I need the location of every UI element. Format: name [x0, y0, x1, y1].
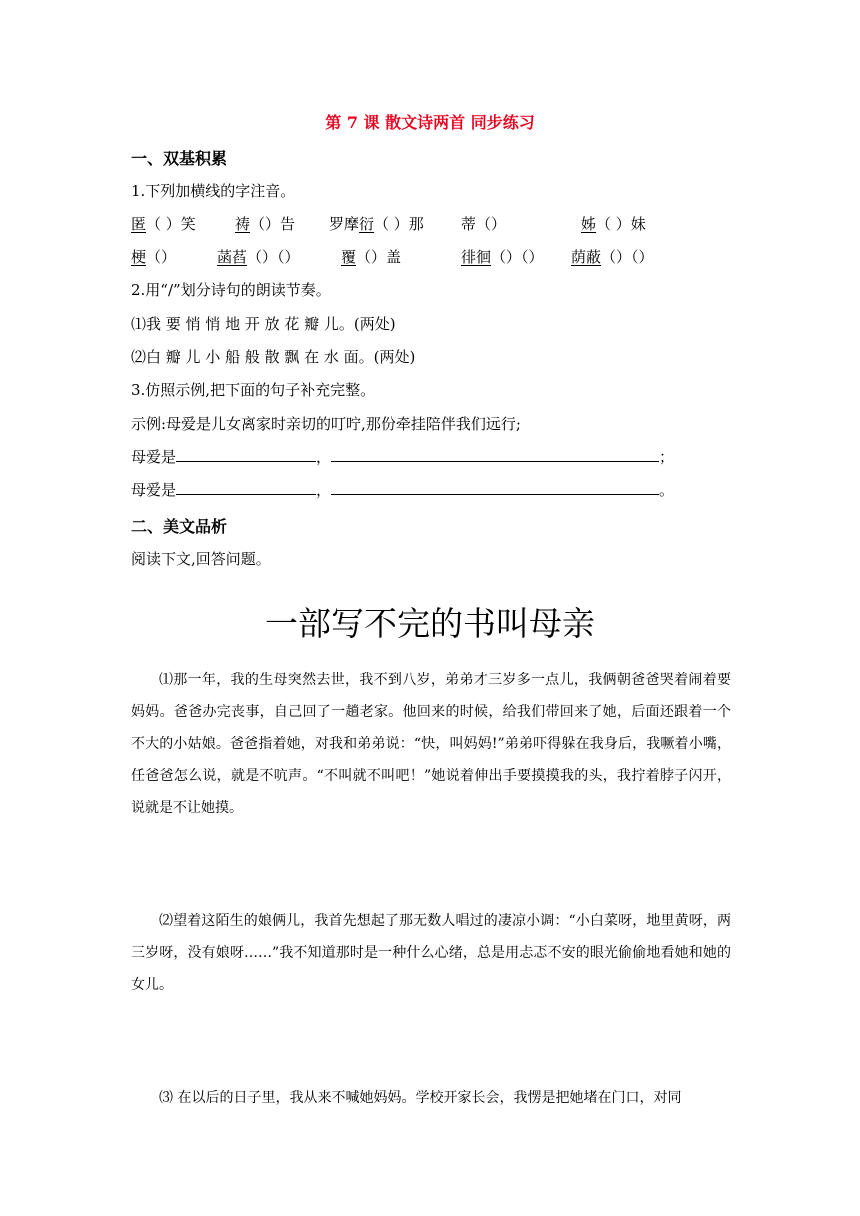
fill-in-line-1: 母爱是 ， ； [131, 448, 675, 466]
rhythm-sentence-2: ⑵白 瓣 儿 小 船 般 散 飘 在 水 面。(两处) [131, 348, 416, 366]
section-heading-reading: 二、美文品析 [131, 517, 228, 536]
pinyin-item: 匿（ ）笑 [131, 215, 196, 233]
reading-instruction: 阅读下文,回答问题。 [131, 550, 271, 568]
answer-blank-2b[interactable] [331, 480, 659, 495]
rhythm-sentence-1: ⑴我 要 悄 悄 地 开 放 花 瓣 儿。(两处) [131, 315, 396, 333]
answer-blank-1a[interactable] [176, 447, 316, 462]
pinyin-item: 荫蔽（）（） [571, 248, 654, 266]
lesson-title: 第 7 课 散文诗两首 同步练习 [325, 113, 535, 132]
question-1-prompt: 1.下列加横线的字注音。 [131, 182, 296, 200]
pinyin-item: 祷（）告 [235, 215, 296, 233]
pinyin-item: 梗（） [131, 248, 177, 266]
pinyin-row-2 [131, 246, 731, 268]
fill-in-line-2: 母爱是 ， 。 [131, 481, 675, 499]
section-heading-basics: 一、双基积累 [131, 149, 228, 168]
answer-blank-2a[interactable] [176, 480, 316, 495]
pinyin-item: 罗摩衍（ ）那 [329, 215, 424, 233]
pinyin-item: 菡萏（）（） [217, 248, 300, 266]
article-paragraph-3: ⑶ 在以后的日子里，我从来不喊她妈妈。学校开家长会，我愣是把她堵在门口，对同 [159, 1090, 682, 1106]
article-paragraph-2: ⑵望着这陌生的娘俩儿，我首先想起了那无数人唱过的凄凉小调：“小白菜呀，地里黄呀，两三岁呀，没有娘呀……”我不知道那时是一种什么心绪，总是用忐忑不安的眼光偷偷地看她和她的女儿。 [131, 913, 731, 993]
question-3-example: 示例:母爱是儿女离家时亲切的叮咛,那份牵挂陪伴我们远行; [131, 415, 521, 433]
pinyin-item: 蒂（） [461, 215, 507, 233]
pinyin-row-1 [131, 213, 731, 235]
question-3-prompt: 3.仿照示例,把下面的句子补充完整。 [131, 381, 376, 399]
article-paragraph-1: ⑴那一年，我的生母突然去世，我不到八岁，弟弟才三岁多一点儿，我俩朝爸爸哭着闹着要妈妈。爸爸办完丧事，自己回了一趟老家。他回来的时候，给我们带回来了她，后面还跟着一个不大的小姑娘。爸爸指着她，对我和弟弟说：“快，叫妈妈!”弟弟吓得躲在我身后，我噘着小嘴，任爸爸怎么说，就是不吭声。“不叫就不叫吧！”她说着伸出手要摸摸我的头，我拧着脖子闪开，说就是不让她摸。 [131, 672, 731, 816]
pinyin-item: 徘徊（）（） [461, 248, 544, 266]
answer-blank-1b[interactable] [331, 447, 659, 462]
pinyin-item: 覆（）盖 [341, 248, 402, 266]
article-title: 一部写不完的书叫母亲 [265, 604, 595, 643]
pinyin-item: 姊（ ）妹 [581, 215, 646, 233]
question-2-prompt: 2.用“/”划分诗句的朗读节奏。 [131, 281, 331, 299]
